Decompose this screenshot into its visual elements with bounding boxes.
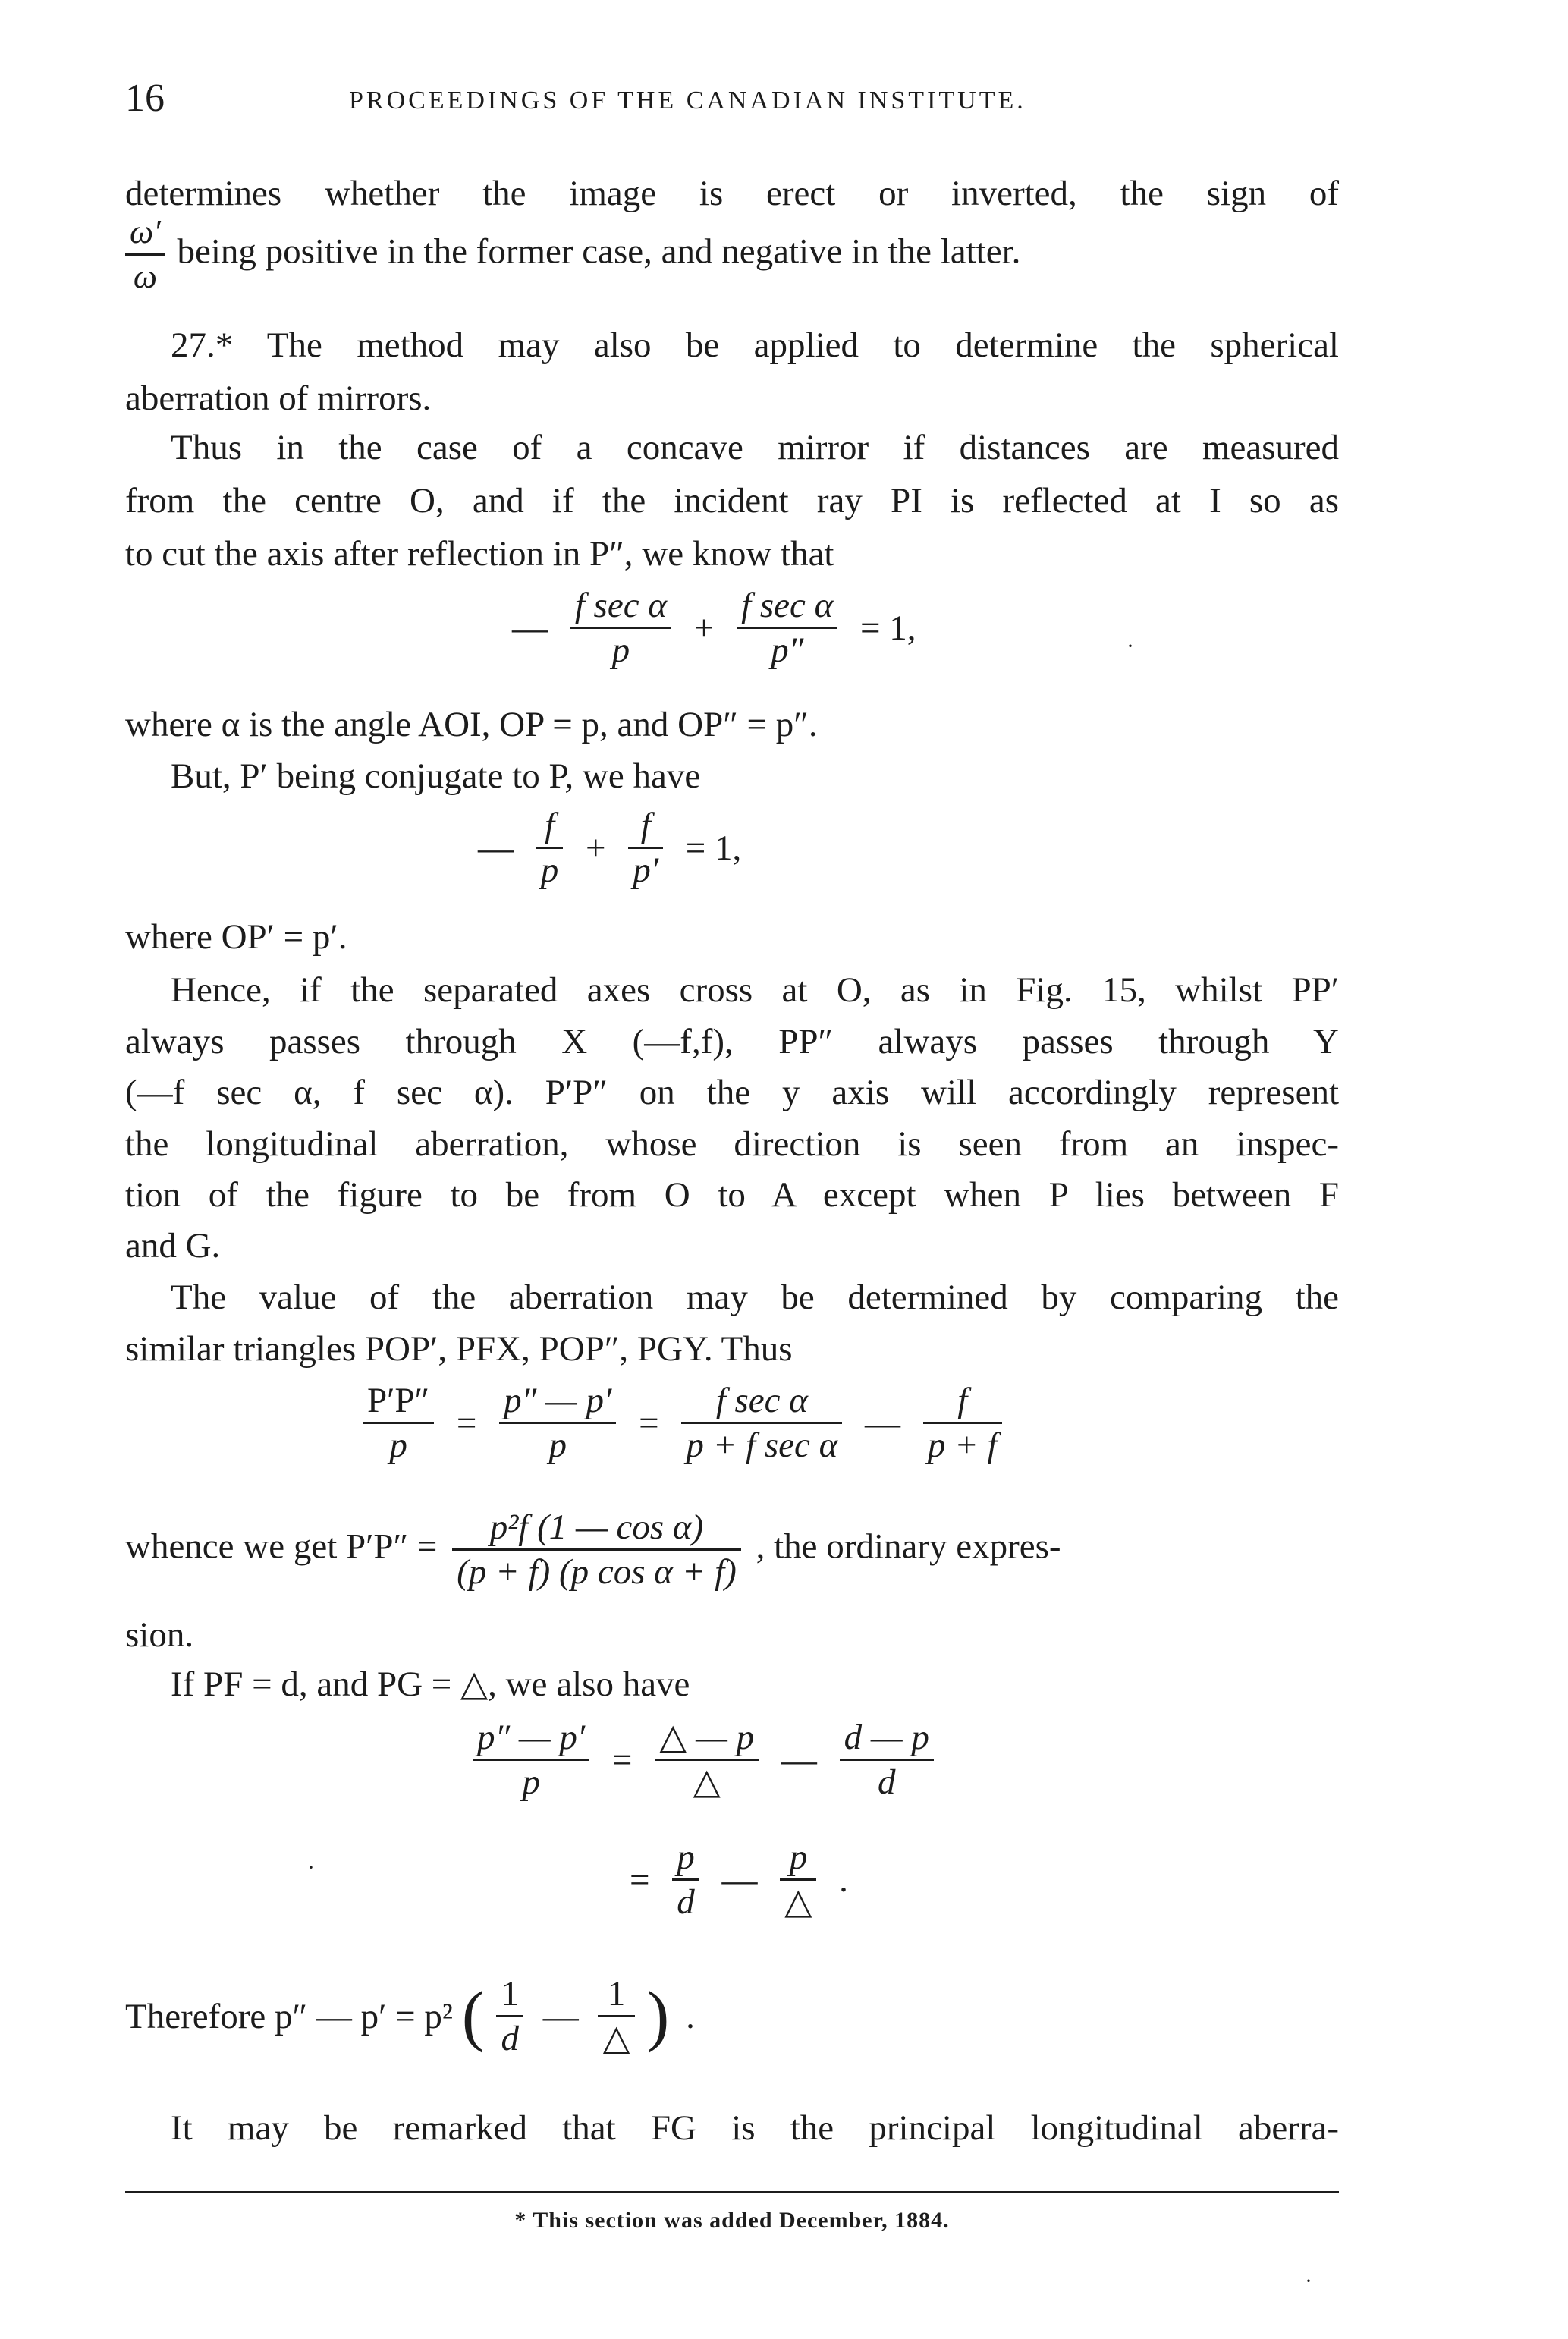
fraction [499, 1379, 616, 1467]
fraction-denominator: p [389, 1426, 407, 1465]
fraction-denominator: △ [693, 1762, 721, 1802]
equation-1 [504, 584, 924, 671]
text-line: aberration of mirrors. [125, 379, 432, 418]
text-line-with-equation [125, 1506, 1339, 1593]
fraction-numerator: p [672, 1836, 699, 1881]
stray-mark: · [307, 1855, 315, 1880]
text-line: sion. [125, 1615, 194, 1655]
equation-3 [357, 1379, 1008, 1467]
fraction-denominator: p′ [633, 850, 659, 890]
fraction [598, 1973, 634, 2060]
footnote: * This section was added December, 1884. [514, 2208, 950, 2233]
fraction-numerator: P′P″ [363, 1379, 434, 1424]
fraction-denominator: p″ [771, 630, 804, 670]
plus-sign: + [586, 828, 606, 868]
fraction-numerator: p [780, 1836, 816, 1881]
fraction [536, 804, 564, 891]
fraction [452, 1506, 741, 1593]
text-line-with-equation [125, 1973, 1339, 2079]
text-line: from the centre O, and if the incident ray PI is reflected at I so as [125, 481, 1339, 520]
equals-sign: = [611, 1740, 633, 1780]
equation-rhs: = 1, [685, 828, 742, 868]
page-number: 16 [125, 77, 165, 120]
fraction [672, 1836, 699, 1923]
text-line: But, P′ being conjugate to P, we have [171, 756, 701, 796]
text-line: and G. [125, 1226, 221, 1265]
equals-sign: = [630, 1860, 650, 1900]
fraction [628, 804, 663, 891]
minus-sign: — [865, 1403, 901, 1443]
text-run: , the ordinary expres- [756, 1526, 1061, 1567]
text-line-with-fraction [125, 211, 1339, 298]
equation-rhs: = 1, [860, 608, 916, 648]
text-line: The value of the aberration may be determined by comparing the [171, 1278, 1339, 1317]
text-line: determines whether the image is erect or inverted, the sign of [125, 174, 1339, 213]
fraction-denominator: p + f [927, 1426, 998, 1465]
fraction-numerator: f [923, 1379, 1002, 1424]
text-line: Thus in the case of a concave mirror if distances are measured [171, 428, 1339, 467]
footnote-rule [125, 2191, 1339, 2193]
fraction [780, 1836, 816, 1923]
equation-7 [462, 1973, 702, 2060]
fraction-numerator: p″ — p′ [473, 1716, 589, 1761]
equals-sign: = [456, 1403, 477, 1443]
equals-sign: = [639, 1403, 659, 1443]
fraction-denominator: p + f sec α [686, 1426, 838, 1465]
fraction-denominator: p [611, 630, 630, 670]
fraction-numerator: 1 [598, 1973, 634, 2017]
fraction-denominator: d [878, 1762, 896, 1802]
text-run: Therefore p″ — p′ = p² [125, 1996, 453, 2036]
fraction-numerator: △ — p [655, 1716, 759, 1761]
fraction-numerator: f sec α [737, 584, 837, 629]
fraction-numerator: f [536, 804, 564, 849]
fraction-numerator: p²f (1 — cos α) [452, 1506, 741, 1551]
fraction-numerator: p″ — p′ [499, 1379, 616, 1424]
text-line: the longitudinal aberration, whose direction is seen from an inspec- [125, 1124, 1339, 1164]
fraction [496, 1973, 523, 2060]
text-run: being positive in the former case, and negative in the latter. [177, 231, 1021, 272]
fraction-denominator: △ [602, 2019, 630, 2058]
text-line: similar triangles POP′, PFX, POP″, PGY. Thus [125, 1329, 793, 1369]
fraction-denominator: p [548, 1426, 567, 1465]
stray-mark: · [1305, 2268, 1312, 2293]
text-run: whence we get P′P″ = [125, 1526, 438, 1567]
fraction-numerator: f sec α [570, 584, 671, 629]
text-line: (—f sec α, f sec α). P′P″ on the y axis will accordingly represent [125, 1073, 1339, 1112]
equation-2 [470, 804, 749, 891]
equation-6 [622, 1836, 856, 1923]
fraction-denominator: d [501, 2019, 519, 2058]
fraction-denominator: (p + f) (p cos α + f) [457, 1552, 737, 1592]
page-header [125, 76, 1324, 137]
equation-5 [467, 1716, 940, 1803]
left-parenthesis: ( [461, 1978, 485, 2054]
fraction [923, 1379, 1002, 1467]
fraction [363, 1379, 434, 1467]
text-line: where OP′ = p′. [125, 917, 347, 957]
text-line: tion of the figure to be from O to A except when P lies between F [125, 1175, 1339, 1215]
fraction-denominator: d [677, 1882, 695, 1922]
period: . [686, 1996, 695, 2036]
running-title: PROCEEDINGS OF THE CANADIAN INSTITUTE. [349, 86, 1026, 115]
omega-ratio-fraction [125, 211, 165, 298]
text-line: If PF = d, and PG = △, we also have [171, 1665, 690, 1704]
stray-mark: · [1127, 633, 1134, 659]
fraction [681, 1379, 842, 1467]
fraction-numerator: d — p [840, 1716, 934, 1761]
fraction-denominator: p [522, 1762, 540, 1802]
fraction-denominator: p [540, 850, 559, 890]
fraction [737, 584, 837, 671]
minus-sign: — [542, 1996, 579, 2036]
minus-sign: — [512, 608, 548, 648]
fraction [655, 1716, 759, 1803]
equation-4 [446, 1506, 747, 1593]
minus-sign: — [781, 1740, 817, 1780]
section-heading-line: 27.* The method may also be applied to determine the spherical [171, 325, 1339, 365]
fraction-numerator: f sec α [681, 1379, 842, 1424]
text-line: It may be remarked that FG is the principal longitudinal aberra- [171, 2108, 1339, 2148]
minus-sign: — [721, 1860, 758, 1900]
text-line: where α is the angle AOI, OP = p, and OP″ = p″. [125, 705, 818, 744]
text-line: always passes through X (—f,f), PP″ always passes through Y [125, 1022, 1339, 1061]
fraction [473, 1716, 589, 1803]
fraction-denominator: ω [133, 258, 157, 295]
text-line: Hence, if the separated axes cross at O, as in Fig. 15, whilst PP′ [171, 970, 1339, 1010]
plus-sign: + [693, 608, 715, 648]
fraction-numerator: f [628, 804, 663, 849]
text-line: to cut the axis after reflection in P″, we know that [125, 534, 834, 574]
fraction-denominator: △ [784, 1882, 812, 1922]
right-parenthesis: ) [646, 1978, 670, 2054]
minus-sign: — [478, 828, 514, 868]
fraction-numerator: 1 [496, 1973, 523, 2017]
fraction [840, 1716, 934, 1803]
fraction [570, 584, 671, 671]
fraction-numerator: ω′ [125, 211, 165, 256]
period: . [839, 1860, 848, 1900]
